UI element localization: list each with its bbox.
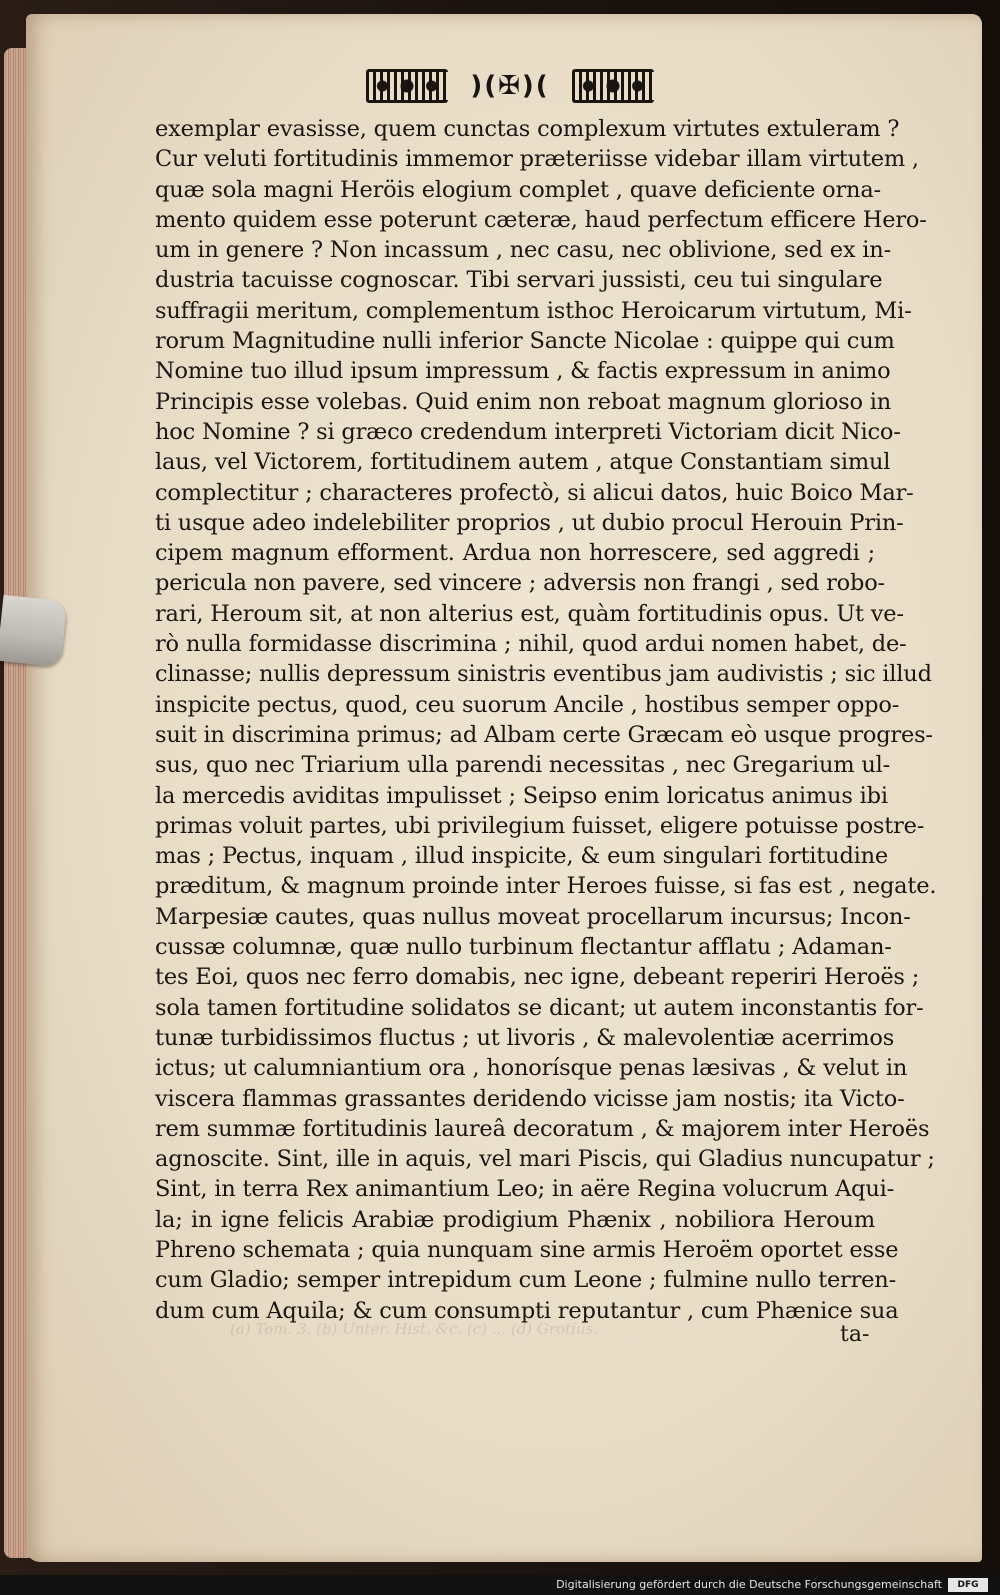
text-line: suit in discrimina primus; ad Albam certe Græcam eò usque progres- xyxy=(155,721,933,748)
text-line: complectitur ; characteres profectò, si alicui datos, huic Boico Mar- xyxy=(155,479,914,506)
footer-credit: Digitalisierung gefördert durch die Deutsche Forschungsgemeinschaft xyxy=(556,1578,942,1591)
text-line: la mercedis aviditas impulisset ; Seipso enim loricatus animus ibi xyxy=(155,782,888,809)
page-text-body xyxy=(155,114,937,1326)
text-line: Principis esse volebas. Quid enim non reboat magnum glorioso in xyxy=(155,388,892,415)
text-line: clinasse; nullis depressum sinistris eventibus jam audivistis ; sic illud xyxy=(155,661,932,688)
text-line: Cur veluti fortitudinis immemor præteriisse videbar illam virtutem , xyxy=(155,146,919,173)
text-line: quæ sola magni Heröis elogium complet , quave deficiente orna- xyxy=(155,176,881,203)
header-ornament xyxy=(360,66,660,106)
text-line: suffragii meritum, complementum isthoc Heroicarum virtutum, Mi- xyxy=(155,297,912,324)
text-line: primas voluit partes, ubi privilegium fuisset, eligere potuisse postre- xyxy=(155,812,925,839)
text-line: Sint, in terra Rex animantium Leo; in aëre Regina volucrum Aqui- xyxy=(155,1176,895,1203)
text-line: rorum Magnitudine nulli inferior Sancte Nicolae : quippe qui cum xyxy=(155,328,895,355)
ornament-right-icon xyxy=(572,69,654,103)
text-line: hoc Nomine ? si græco credendum interpreti Victoriam dicit Nico- xyxy=(155,418,901,445)
text-line: la; in igne felicis Arabiæ prodigium Phænix , nobiliora Heroum xyxy=(155,1206,875,1233)
text-line: Marpesiæ cautes, quas nullus moveat procellarum incursus; Incon- xyxy=(155,903,911,930)
text-line: cum Gladio; semper intrepidum cum Leone ; fulmine nullo terren- xyxy=(155,1267,896,1294)
text-line: mas ; Pectus, inquam , illud inspicite, & eum singulari fortitudine xyxy=(155,843,889,870)
text-line: inspicite pectus, quod, ceu suorum Ancile , hostibus semper oppo- xyxy=(155,691,900,718)
bleed-through-footnotes: (a) Tom. 3. (b) Unter. Hist. &c. (c) ... (d) Grotius. xyxy=(230,1320,599,1338)
text-line: tunæ turbidissimos fluctus ; ut livoris , & malevolentiæ acerrimos xyxy=(155,1024,895,1051)
text-line: sus, quo nec Triarium ulla parendi necessitas , nec Gregarium ul- xyxy=(155,752,891,779)
text-line: dum cum Aquila; & cum consumpti reputantur , cum Phænice sua xyxy=(155,1297,899,1324)
text-line: rari, Heroum sit, at non alterius est, quàm fortitudinis opus. Ut ve- xyxy=(155,600,904,627)
text-line: sola tamen fortitudine solidatos se dicant; ut autem inconstantis for- xyxy=(155,994,924,1021)
dfg-logo-icon: DFG xyxy=(948,1578,988,1592)
text-line: rem summæ fortitudinis laureâ decoratum , & majorem inter Heroës xyxy=(155,1115,930,1142)
text-line: agnoscite. Sint, ille in aquis, vel mari Piscis, qui Gladius nuncupatur ; xyxy=(155,1146,935,1173)
bookmark-ribbon xyxy=(0,595,67,667)
text-line: rò nulla formidasse discrimina ; nihil, quod ardui nomen habet, de- xyxy=(155,631,907,658)
text-line: ti usque adeo indelebiliter proprios , ut dubio procul Herouin Prin- xyxy=(155,509,904,536)
footer-bar xyxy=(0,1575,1000,1595)
text-line: um in genere ? Non incassum , nec casu, nec oblivione, sed ex in- xyxy=(155,237,891,264)
ornament-left-icon xyxy=(366,69,448,103)
text-line: dustria tacuisse cognoscar. Tibi servari jussisti, ceu tui singulare xyxy=(155,267,883,294)
text-line: Phreno schemata ; quia nunquam sine armis Heroëm oportet esse xyxy=(155,1236,899,1263)
text-line: præditum, & magnum proinde inter Heroes fuisse, si fas est , negate. xyxy=(155,873,937,900)
catchword: ta- xyxy=(840,1322,870,1347)
text-line: viscera flammas grassantes deridendo vicisse jam nostis; ita Victo- xyxy=(155,1085,905,1112)
text-line: laus, vel Victorem, fortitudinem autem , atque Constantiam simul xyxy=(155,449,891,476)
text-line: ictus; ut calumniantium ora , honorísque penas læsivas , & velut in xyxy=(155,1055,908,1082)
text-line: mento quidem esse poterunt cæteræ, haud perfectum efficere Hero- xyxy=(155,206,927,233)
text-line: cussæ columnæ, quæ nullo turbinum flectantur afflatu ; Adaman- xyxy=(155,934,892,961)
text-line: exemplar evasisse, quem cunctas complexum virtutes extuleram ? xyxy=(155,116,900,142)
ornament-center: )(✠)( xyxy=(470,71,550,101)
text-line: tes Eoi, quos nec ferro domabis, nec igne, debeant reperiri Heroës ; xyxy=(155,964,920,991)
text-line: pericula non pavere, sed vincere ; adversis non frangi , sed robo- xyxy=(155,570,885,597)
text-line: Nomine tuo illud ipsum impressum , & factis expressum in animo xyxy=(155,358,891,385)
text-line: cipem magnum efforment. Ardua non horrescere, sed aggredi ; xyxy=(155,540,875,567)
